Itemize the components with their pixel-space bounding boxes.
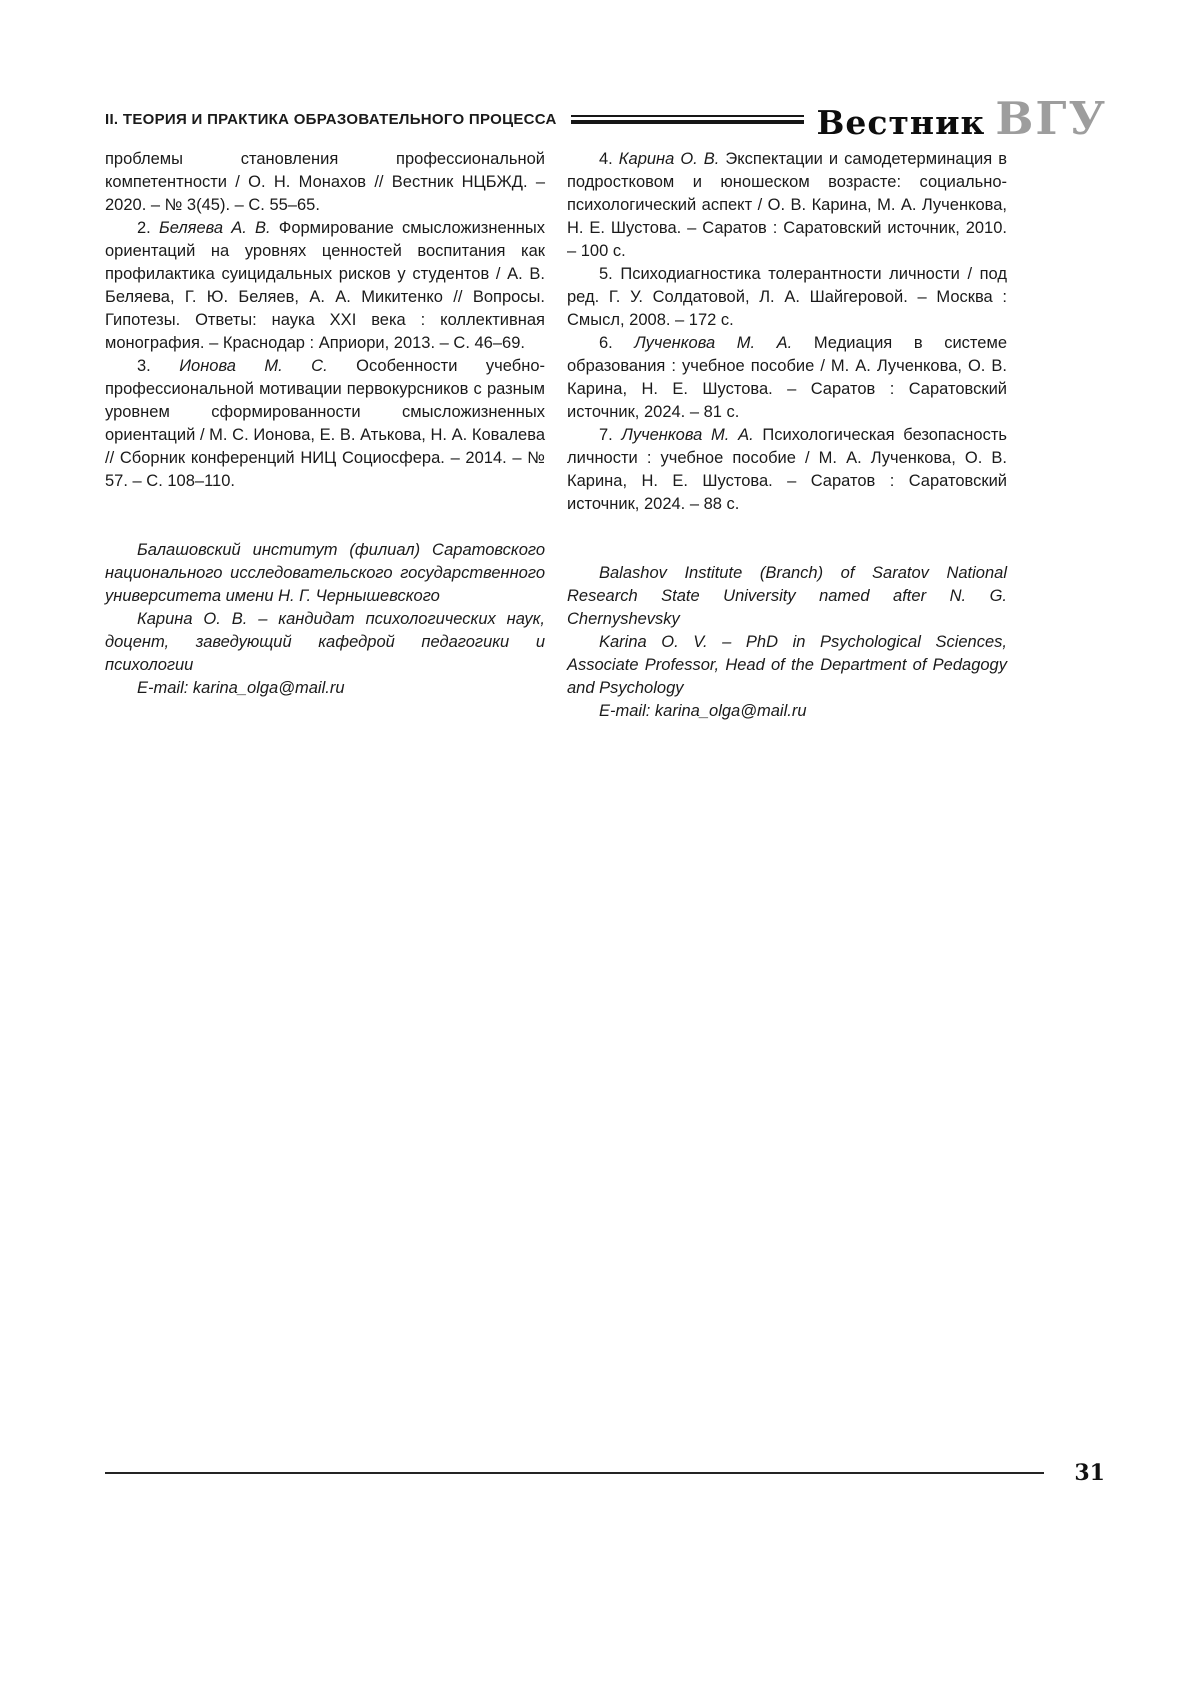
page-footer <box>105 1460 1105 1486</box>
left-column <box>105 148 545 723</box>
affiliation-block-en <box>567 562 1007 723</box>
references-right <box>567 148 1007 516</box>
reference-entry <box>567 148 1007 263</box>
reference-text: Особенности учебно-профессиональной мотивации первокурсников с разным уровнем сформированности смысложизненных ориентаций / М. С. Ионова, Е. В. Атькова, Н. А. Ковалева // Сборник конференций НИЦ Социосфера. – 2014. – № 57. – С. 108–110. <box>105 357 545 490</box>
reference-entry <box>105 217 545 355</box>
affiliation-line: Балашовский институт (филиал) Саратовского национального исследовательского государственного университета имени Н. Г. Чернышевского <box>105 541 545 605</box>
reference-entry <box>567 332 1007 424</box>
footer-rule <box>105 1472 1044 1474</box>
reference-text: Медиация в системе образования : учебное пособие / М. А. Лученкова, О. В. Карина, Н. Е. Шустова. – Саратов : Саратовский источник, 2024. – 81 с. <box>567 334 1007 421</box>
author-name: Беляева А. В. <box>158 219 271 237</box>
running-head: II. ТЕОРИЯ И ПРАКТИКА ОБРАЗОВАТЕЛЬНОГО ПРОЦЕССА <box>105 110 557 128</box>
reference-entry <box>567 263 1007 332</box>
page-number: 31 <box>1074 1460 1105 1486</box>
affiliation-block-ru <box>105 539 545 700</box>
reference-text: Формирование смысложизненных ориентаций на уровнях ценностей воспитания как профилактика суицидальных рисков у студентов / А. В. Беляева, Г. Ю. Беляев, А. А. Микитенко // Вопросы. Гипотезы. Ответы: наука XXI века : коллективная монография. – Краснодар : Априори, 2013. – С. 46–69. <box>105 219 545 352</box>
reference-entry <box>567 424 1007 516</box>
header-rule <box>571 115 805 124</box>
journal-logo <box>816 92 1107 145</box>
reference-text: 4. <box>599 150 619 168</box>
affiliation-line: Карина О. В. – кандидат психологических наук, доцент, заведующий кафедрой педагогики и психологии <box>105 610 545 674</box>
affiliation-line: Karina O. V. – PhD in Psychological Sciences, Associate Professor, Head of the Department of Pedagogy and Psychology <box>567 633 1007 697</box>
reference-entry <box>105 355 545 493</box>
author-name: Лученкова М. А. <box>621 426 754 444</box>
author-name: Карина О. В. <box>618 150 720 168</box>
reference-text: 6. <box>599 334 635 352</box>
reference-text: проблемы становления профессиональной компетентности / О. Н. Монахов // Вестник НЦБЖД. – 2020. – № 3(45). – С. 55–65. <box>105 150 545 214</box>
affiliation-line: E-mail: karina_olga@mail.ru <box>599 702 807 720</box>
two-column-body <box>105 148 1007 723</box>
right-column <box>567 148 1007 723</box>
page-header <box>105 92 1107 145</box>
references-left <box>105 148 545 493</box>
affiliation-line: Balashov Institute (Branch) of Saratov National Research State University named after N. G. Chernyshevsky <box>567 564 1007 628</box>
reference-text: 7. <box>599 426 622 444</box>
author-name: Ионова М. С. <box>179 357 328 375</box>
reference-text: 5. Психодиагностика толерантности личности / под ред. Г. У. Солдатовой, Л. А. Шайгеровой. – Москва : Смысл, 2008. – 172 с. <box>567 265 1007 329</box>
reference-text: 3. <box>137 357 180 375</box>
affiliation-line: E-mail: karina_olga@mail.ru <box>137 679 345 697</box>
reference-text: Экспектации и самодетерминация в подростковом и юношеском возрасте: социально-психологический аспект / О. В. Карина, М. А. Лученкова, Н. Е. Шустова. – Саратов : Саратовский источник, 2010. – 100 с. <box>567 150 1007 260</box>
journal-logo-vestnik: Вестник <box>816 103 986 142</box>
author-name: Лученкова М. А. <box>634 334 793 352</box>
journal-logo-vgu: ВГУ <box>995 92 1107 145</box>
reference-entry <box>105 148 545 217</box>
reference-text: Психологическая безопасность личности : учебное пособие / М. А. Лученкова, О. В. Карина, Н. Е. Шустова. – Саратов : Саратовский источник, 2024. – 88 с. <box>567 426 1007 513</box>
reference-text: 2. <box>137 219 159 237</box>
